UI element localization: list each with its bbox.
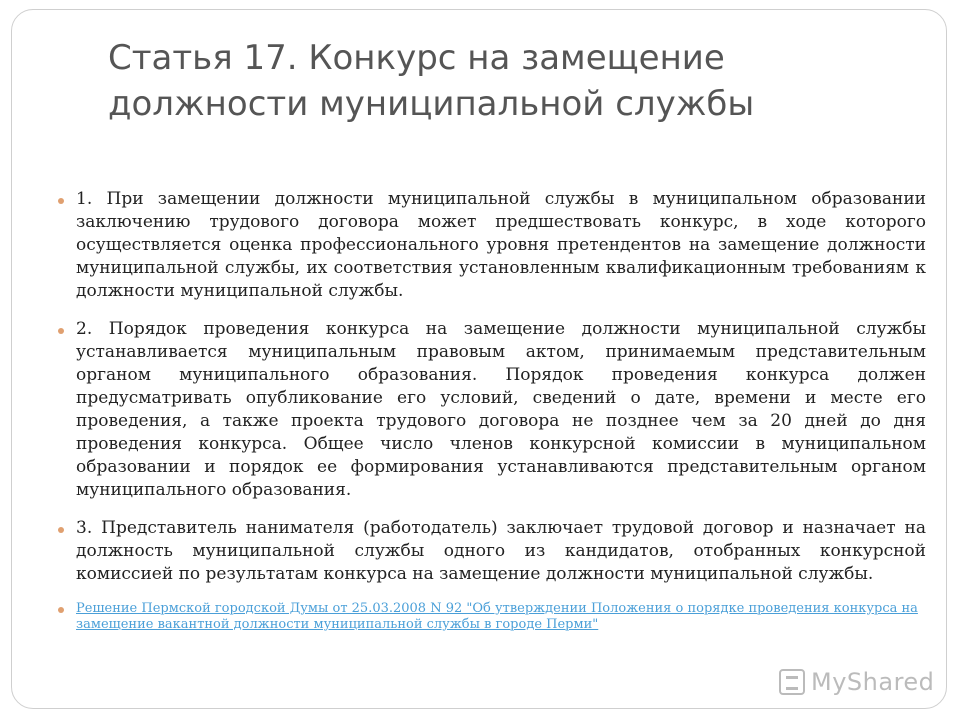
slide-content <box>58 188 926 648</box>
watermark-text: MyShared <box>811 668 935 696</box>
bullet-icon <box>58 607 64 613</box>
bullet-icon <box>58 527 64 533</box>
bullet-icon <box>58 198 64 204</box>
list-item <box>58 318 926 502</box>
list-item-text: 2. Порядок проведения конкурса на замещение должности муниципальной службы устанавливается муниципальным правовым актом, принимаемым представительным органом муниципального образования. Порядок проведения конкурса должен предусматривать опубликование его условий, сведений о дате, времени и месте его проведения, а также проекта трудового договора не позднее чем за 20 дней до дня проведения конкурса. Общее число членов конкурсной комиссии в муниципальном образовании и порядок ее формирования устанавливаются представительным органом муниципального образования. <box>76 319 926 500</box>
list-item-text: 3. Представитель нанимателя (работодатель) заключает трудовой договор и назначает на должность муниципальной службы одного из кандидатов, отобранных конкурсной комиссией по результатам конкурса на замещение должности муниципальной службы. <box>76 518 926 584</box>
list-item <box>58 188 926 303</box>
list-item-link <box>58 601 926 633</box>
bullet-icon <box>58 328 64 334</box>
slide <box>11 9 947 709</box>
slide-title: Статья 17. Конкурс на замещение должности муниципальной службы <box>108 38 755 124</box>
list-item-text: 1. При замещении должности муниципальной службы в муниципальном образовании заключению трудового договора может предшествовать конкурс, в ходе которого осуществляется оценка профессионального уровня претендентов на замещение должности муниципальной службы, их соответствия установленным квалификационным требованиям к должности муниципальной службы. <box>76 189 926 301</box>
reference-link[interactable]: Решение Пермской городской Думы от 25.03.2008 N 92 "Об утверждении Положения о порядке проведения конкурса на замещение вакантной должности муниципальной службы в городе Перми" <box>76 601 918 632</box>
myshared-logo-icon <box>779 669 805 695</box>
list-item <box>58 517 926 586</box>
watermark <box>779 668 934 696</box>
